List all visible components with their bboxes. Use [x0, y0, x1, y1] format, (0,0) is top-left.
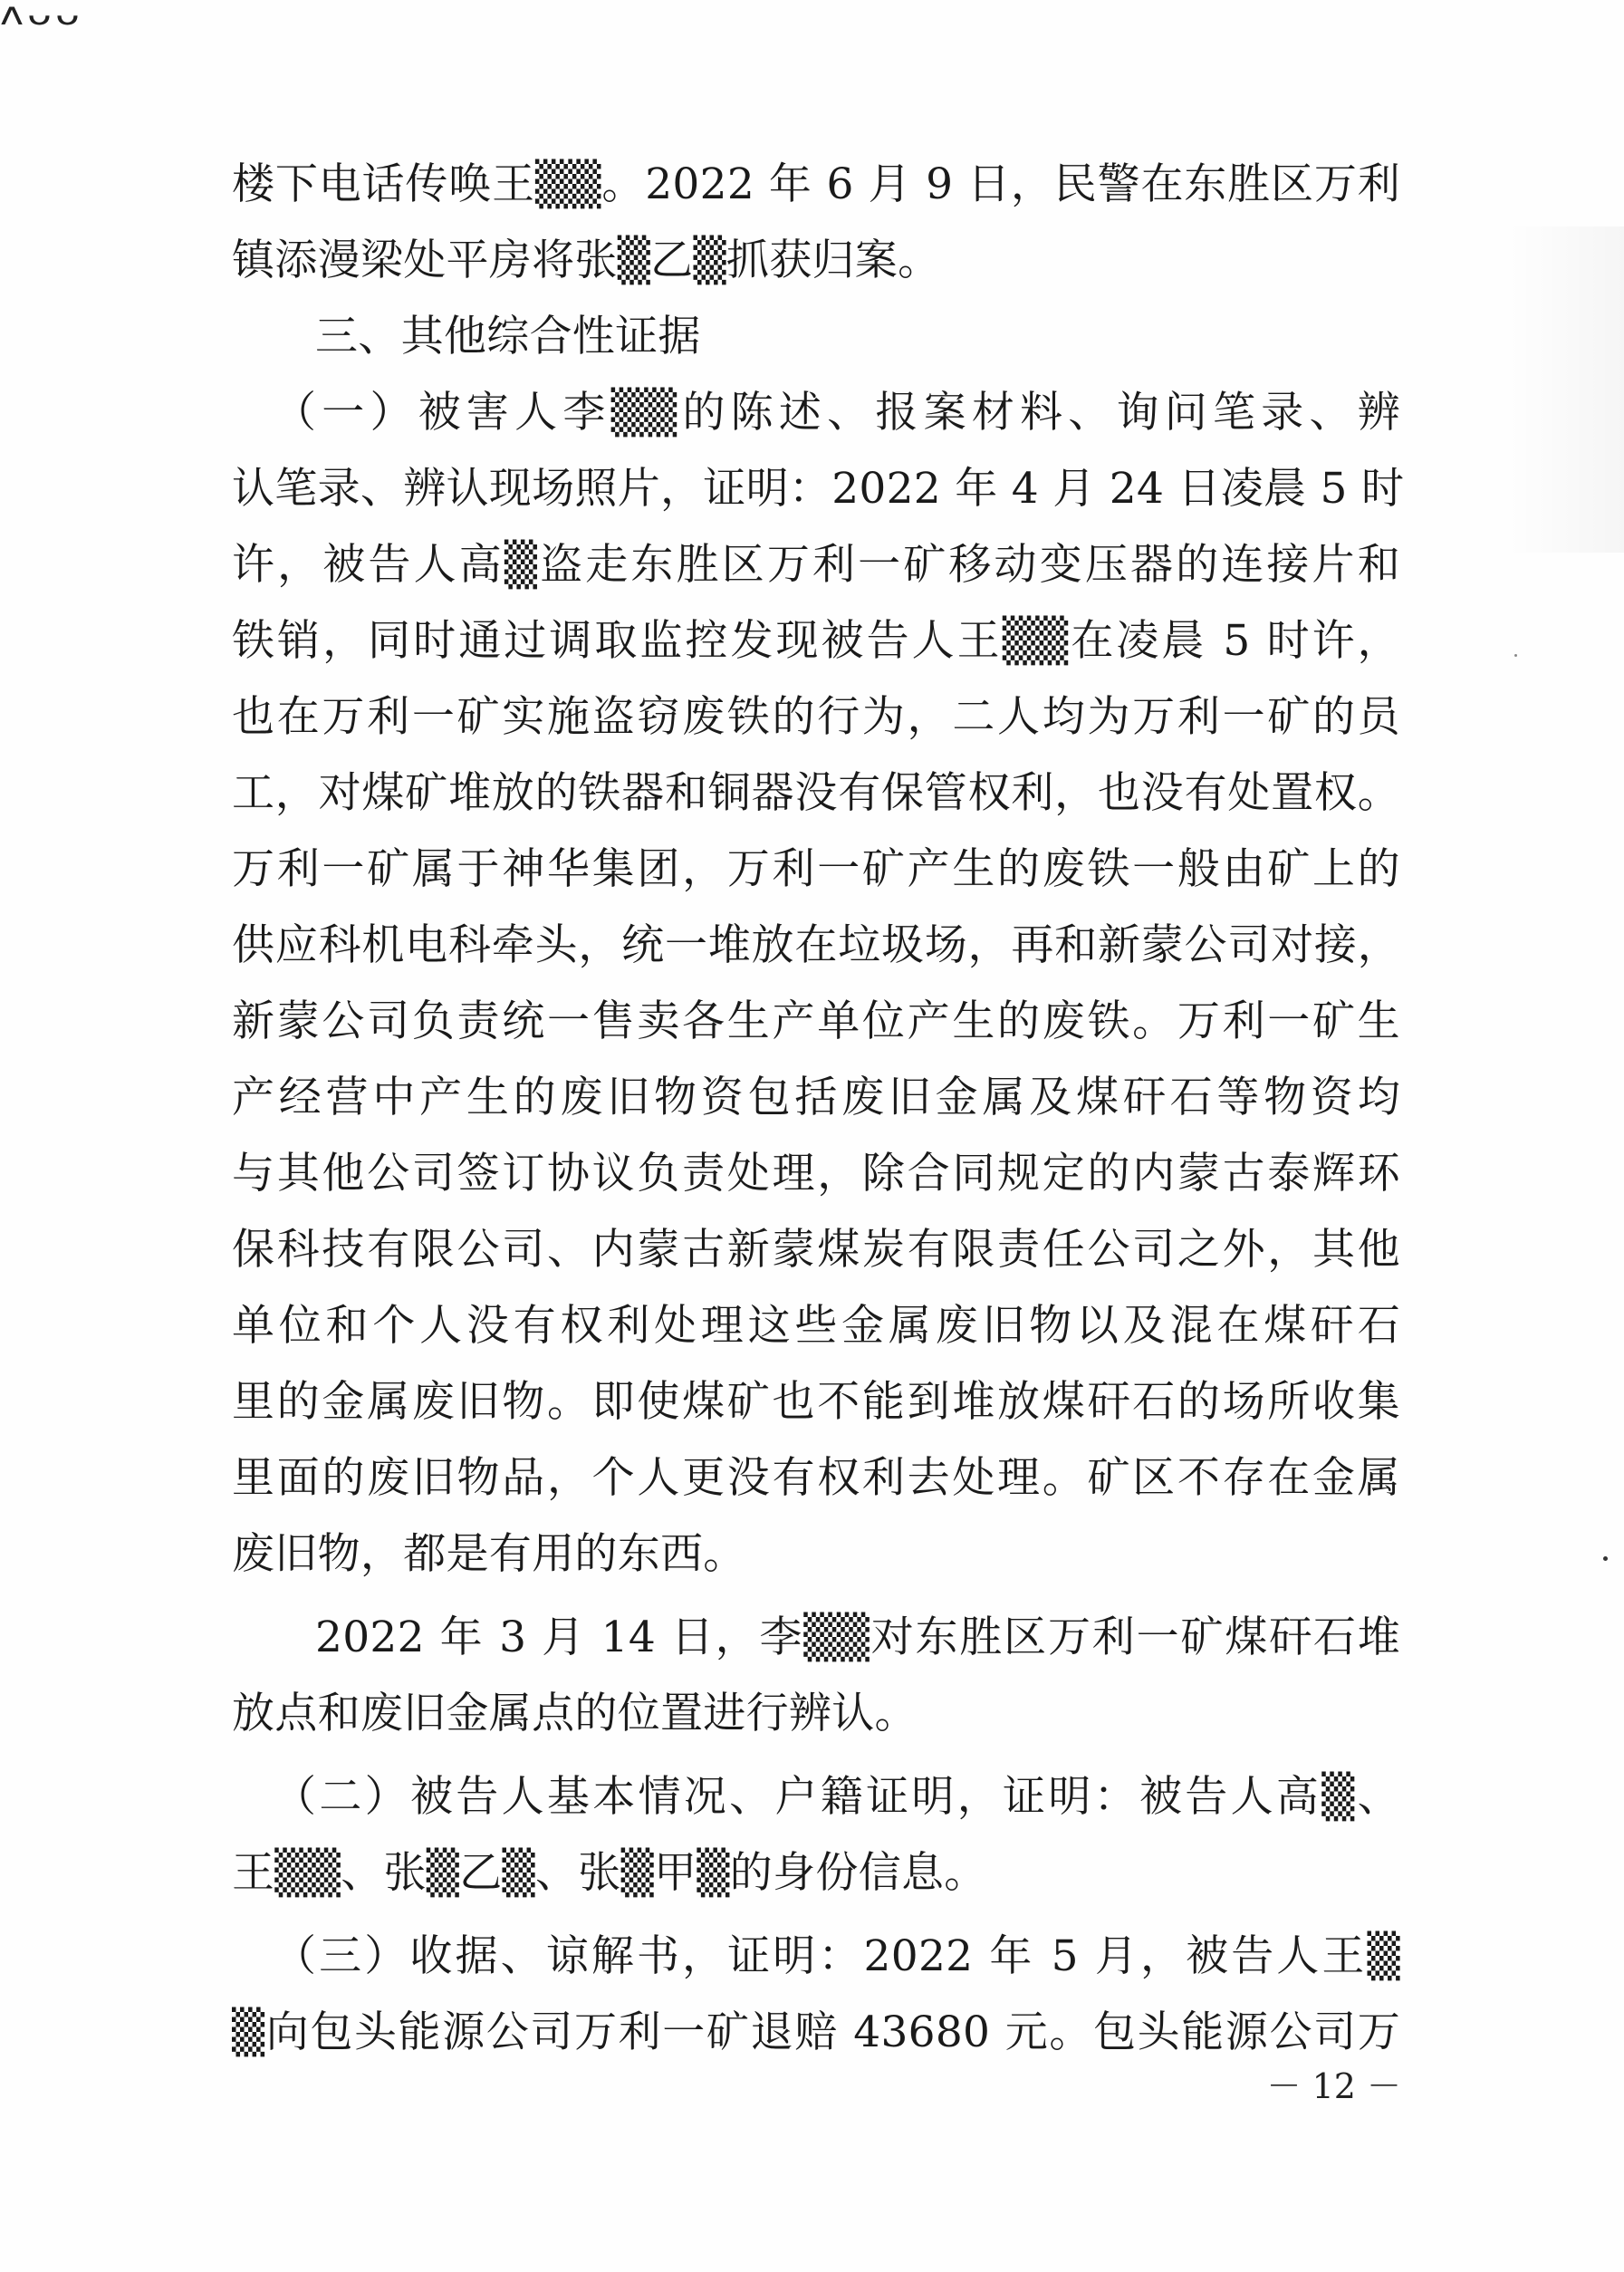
text-line: 与其他公司签订协议负责处理，除合同规定的内蒙古泰辉环 — [232, 1149, 1400, 1199]
text-line: 也在万利一矿实施盗窃废铁的行为，二人均为万利一矿的员 — [232, 692, 1400, 742]
text-line: 王▒▒、张▒乙▒、张▒甲▒的身份信息。 — [232, 1848, 987, 1898]
text-line: 许，被告人高▒盗走东胜区万利一矿移动变压器的连接片和 — [232, 540, 1400, 590]
corner-mark: ᴧᴗᴗ — [0, 0, 83, 33]
scan-speck — [1514, 654, 1517, 657]
text-line: 镇添漫梁处平房将张▒乙▒抓获归案。 — [232, 236, 941, 285]
text-line: （二）被告人基本情况、户籍证明，证明：被告人高▒、 — [274, 1772, 1400, 1822]
text-line: 保科技有限公司、内蒙古新蒙煤炭有限责任公司之外，其他 — [232, 1225, 1400, 1275]
text-line: 放点和废旧金属点的位置进行辨认。 — [232, 1689, 918, 1738]
text-line: 万利一矿属于神华集团，万利一矿产生的废铁一般由矿上的 — [232, 844, 1400, 894]
section-heading: 三、其他综合性证据 — [315, 312, 701, 361]
text-line: 楼下电话传唤王▒▒。2022 年 6 月 9 日，民警在东胜区万利 — [232, 159, 1400, 209]
text-line: 供应科机电科牵头，统一堆放在垃圾场，再和新蒙公司对接， — [232, 920, 1400, 970]
text-line: 里的金属废旧物。即使煤矿也不能到堆放煤矸石的场所收集 — [232, 1377, 1400, 1427]
text-line: （一）被害人李▒▒的陈述、报案材料、询问笔录、辨 — [274, 388, 1400, 438]
text-line: 里面的废旧物品，个人更没有权利去处理。矿区不存在金属 — [232, 1453, 1400, 1503]
text-line: ▒向包头能源公司万利一矿退赔 43680 元。包头能源公司万 — [232, 2007, 1400, 2057]
scan-speck — [1603, 1556, 1608, 1561]
page-number: － 12 － — [1266, 2066, 1401, 2106]
text-line: （三）收据、谅解书，证明：2022 年 5 月，被告人王▒ — [274, 1931, 1400, 1981]
bleed-through-shadow — [1506, 226, 1624, 553]
text-line: 工，对煤矿堆放的铁器和铜器没有保管权利，也没有处置权。 — [232, 768, 1400, 818]
text-line: 2022 年 3 月 14 日，李▒▒对东胜区万利一矿煤矸石堆 — [315, 1613, 1400, 1662]
text-line: 单位和个人没有权利处理这些金属废旧物以及混在煤矸石 — [232, 1301, 1400, 1351]
text-line: 新蒙公司负责统一售卖各生产单位产生的废铁。万利一矿生 — [232, 996, 1400, 1046]
text-line: 认笔录、辨认现场照片，证明：2022 年 4 月 24 日凌晨 5 时 — [232, 464, 1405, 514]
document-body — [232, 147, 1405, 2071]
text-line: 铁销，同时通过调取监控发现被告人王▒▒在凌晨 5 时许， — [232, 616, 1400, 666]
text-line: 废旧物，都是有用的东西。 — [232, 1529, 746, 1579]
text-line: 产经营中产生的废旧物资包括废旧金属及煤矸石等物资均 — [232, 1073, 1400, 1122]
